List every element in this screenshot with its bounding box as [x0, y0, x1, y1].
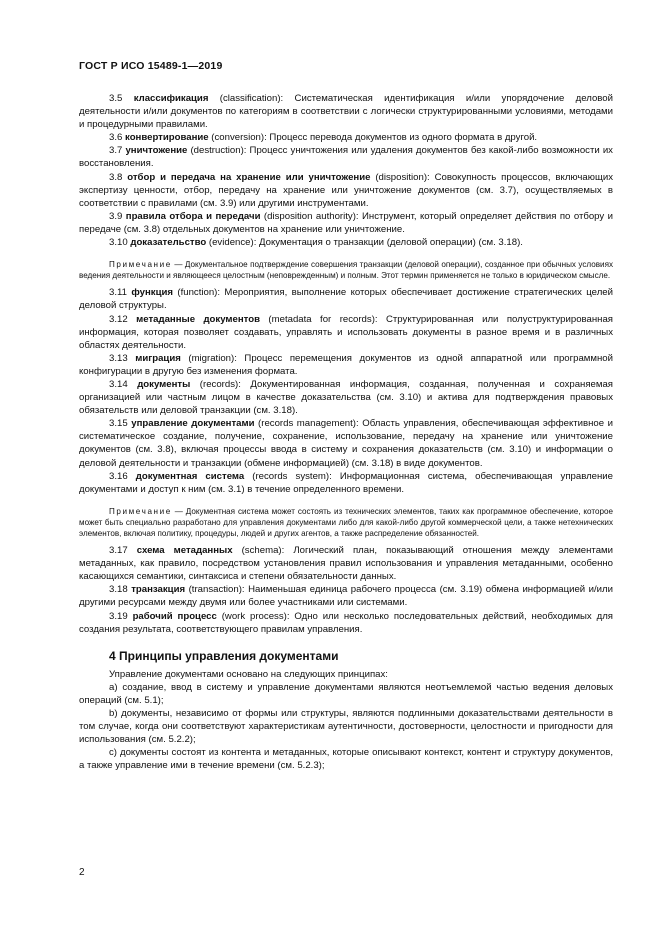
page-content	[79, 92, 613, 773]
term-definition: (records management): Область управления, обеспечивающая эффективное и систематическое создание, получение, сохранение, использование, передачу на хранение или уничтожение документов (см. 3.8), включая процессы ввода в систему и сохранения доказательств (см. 3.10) и информации о деловой деятельности и транзакции (обмене информацией) (см. 3.18) в виде документов.	[79, 418, 614, 469]
term-definition: (records system): Информационная система, обеспечивающая управление документами и доступ к ним (см. 3.1) в течение определенного времени.	[79, 470, 614, 495]
term-entry	[79, 144, 613, 170]
term-entry	[79, 378, 613, 417]
term-definition: (disposition authority): Инструмент, который определяет действия по отбору и передаче (см. 3.8) отдельных документов на хранение или уничтожение.	[79, 210, 613, 235]
note-text: — Документальное подтверждение совершения транзакции (деловой операции), созданное при обычных условиях ведения деятельности и являющееся целостным (неповрежденным) и полным. Этот термин применяется не только в юридическом смысле.	[79, 260, 613, 281]
term-name: транзакция	[131, 584, 186, 596]
term-number: 3.9	[109, 210, 123, 222]
term-number: 3.16	[109, 470, 128, 482]
term-name: функция	[131, 287, 173, 299]
note-label: Примечание	[109, 260, 172, 270]
term-entry	[79, 313, 613, 352]
term-name: метаданные документов	[136, 313, 260, 325]
term-number: 3.14	[109, 378, 128, 390]
terms-list-b	[79, 286, 613, 496]
term-definition: (records): Документированная информация, созданная, полученная и сохраняемая организацией или частным лицом в качестве доказательства (см. 3.10) и актива для подтверждения правовых обязательств или деловой транзакции (см. 3.18).	[79, 378, 613, 417]
term-number: 3.6	[109, 132, 123, 144]
term-entry	[79, 236, 613, 249]
term-name: документная система	[135, 470, 245, 482]
term-entry	[79, 352, 613, 378]
term-entry	[79, 171, 613, 210]
terms-list-c	[79, 544, 613, 636]
term-name: отбор и передача на хранение или уничтожение	[127, 171, 371, 183]
term-name: правила отбора и передачи	[125, 210, 261, 222]
term-definition: (conversion): Процесс перевода документов из одного формата в другой.	[208, 132, 538, 144]
term-entry	[79, 92, 613, 131]
term-name: доказательство	[130, 237, 207, 249]
term-number: 3.19	[109, 610, 128, 622]
term-name: уничтожение	[125, 145, 188, 157]
term-entry	[79, 470, 613, 496]
term-name: документы	[137, 378, 191, 390]
term-definition: (disposition): Совокупность процессов, включающих экспертизу ценности, отбор, передачу на хранение или уничтожение документов (см. 3.7), осуществляемых в соответствии с правилами (см. 3.9) или другими инструментами.	[79, 171, 613, 209]
term-number: 3.15	[109, 418, 128, 430]
term-entry	[79, 210, 613, 236]
term-number: 3.17	[109, 545, 128, 557]
term-number: 3.12	[109, 313, 128, 325]
section-heading: 4 Принципы управления документами	[109, 648, 339, 663]
term-definition: (work process): Одно или несколько последовательных действий, необходимых для создания результата, соответствующего правилам управления.	[79, 610, 613, 635]
term-number: 3.13	[109, 352, 128, 364]
term-number: 3.5	[109, 93, 123, 104]
term-definition: (migration): Процесс перемещения документов из одной аппаратной или программной конфигурации в другую без изменения формата.	[79, 352, 613, 377]
term-number: 3.18	[109, 584, 128, 596]
term-entry	[79, 131, 613, 144]
term-number: 3.10	[109, 237, 128, 249]
term-entry	[79, 286, 613, 312]
note-text: — Документная система может состоять из технических элементов, таких как программное обеспечение, которое может быть специально разработано для управления документами либо для какой-либо другой коммерческой цели, а также нетехнических элементов, включая политику, процедуры, людей и других агентов, а также распределение обязанностей.	[79, 506, 613, 538]
term-definition: (schema): Логический план, показывающий отношения между элементами метаданных, как правило, посредством установления правил использования и управления метаданными, особенно касающихся семантики, синтаксиса и степени обязательности данных.	[79, 545, 613, 583]
term-entry	[79, 610, 613, 636]
term-definition: (metadata for records): Структурированная или полуструктурированная информация, которая позволяет создавать, управлять и использовать документы в разное время и в различных областях деятельности.	[79, 313, 613, 351]
term-entry	[79, 544, 613, 583]
term-definition: (evidence): Документация о транзакции (деловой операции) (см. 3.18).	[206, 237, 523, 249]
note	[79, 259, 613, 281]
term-number: 3.7	[109, 145, 123, 157]
term-name: классификация	[133, 93, 209, 104]
term-name: схема метаданных	[136, 545, 233, 557]
term-number: 3.8	[109, 171, 123, 183]
section-paragraph: с) документы состоят из контента и метаданных, которые описывают контекст, контент и структуру документов, а также управление ими в течение времени (см. 5.2.3);	[79, 747, 613, 772]
term-name: конвертирование	[125, 132, 209, 144]
term-name: миграция	[135, 352, 181, 364]
term-name: управление документами	[131, 418, 255, 430]
note-label: Примечание	[109, 506, 172, 516]
term-definition: (destruction): Процесс уничтожения или удаления документов без какой-либо возможности их восстановления.	[79, 145, 613, 170]
term-number: 3.11	[109, 287, 127, 299]
term-entry	[79, 583, 613, 609]
document-header: ГОСТ Р ИСО 15489-1—2019	[79, 60, 223, 72]
term-definition: (function): Мероприятия, выполнение которых обеспечивает достижение стратегических целей деловой структуры.	[79, 287, 613, 312]
term-definition: (transaction): Наименьшая единица рабочего процесса (см. 3.19) обмена информацией и/или другими ресурсами между двумя или более участниками или системами.	[79, 584, 614, 609]
page-number: 2	[79, 867, 85, 878]
section-paragraph: b) документы, независимо от формы или структуры, являются подлинными доказательствами деятельности в том случае, когда они соответствуют характеристикам аутентичности, достоверности, целостности и пригодности для использования (см. 5.2.2);	[79, 708, 613, 746]
note	[79, 506, 613, 539]
term-name: рабочий процесс	[132, 610, 217, 622]
section-paragraph: а) создание, ввод в систему и управление документами являются неотъемлемой частью ведения деловых операций (см. 5.1);	[79, 681, 613, 706]
term-entry	[79, 417, 613, 469]
section-body	[79, 668, 613, 773]
terms-list-a	[79, 92, 613, 249]
term-definition: (classification): Систематическая идентификация и/или упорядочение деловой деятельности и/или документов по категориям в соответствии с логически структурированными условиями, методами и процедурными правилами.	[79, 93, 613, 131]
section-paragraph: Управление документами основано на следующих принципах:	[109, 668, 388, 680]
